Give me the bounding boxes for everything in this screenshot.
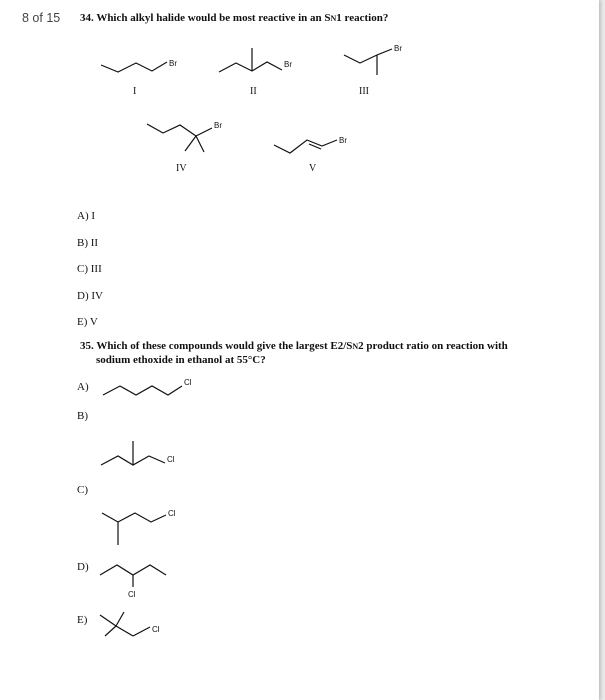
structure-V-label: V [309, 163, 317, 174]
page-counter: 8 of 15 [22, 11, 61, 25]
q35-choice-d-label[interactable]: D) [77, 561, 89, 573]
structure-II-atom: Br [284, 60, 292, 69]
structure-I-atom: Br [169, 59, 177, 68]
question-34-number: 34. [80, 12, 94, 24]
q35-e-bond-4 [116, 626, 133, 636]
q34-choice-b[interactable]: B) II [77, 237, 99, 249]
question-35-text-line2: sodium ethoxide in ethanol at 55°C? [96, 354, 266, 366]
q34-choice-a[interactable]: A) I [77, 210, 96, 222]
q35-choice-b-label[interactable]: B) [77, 410, 88, 422]
question-34-text: Which alkyl halide would be most reactive in an SN1 reaction? [96, 12, 389, 24]
q35-d-atom: Cl [128, 590, 136, 599]
q34-choice-d[interactable]: D) IV [77, 290, 103, 302]
q35-choice-a-label[interactable]: A) [77, 381, 89, 393]
q35-e-bond-2 [105, 626, 116, 636]
structure-III-label: III [359, 86, 369, 97]
structure-II-label: II [250, 86, 257, 97]
q35-b-atom: Cl [167, 455, 175, 464]
q35-e-atom: Cl [152, 625, 160, 634]
structure-IV-label: IV [176, 163, 187, 174]
q35-e-bond-3 [116, 612, 124, 626]
question-35-text-line1: Which of these compounds would give the largest E2/SN2 product ratio on reaction with [96, 340, 508, 352]
structure-IV-atom: Br [214, 121, 222, 130]
q35-e-bond-1 [100, 615, 116, 626]
q35-c-atom: Cl [168, 509, 176, 518]
q35-a-atom: Cl [184, 378, 192, 387]
structure-III-atom: Br [394, 44, 402, 53]
q34-choice-e[interactable]: E) V [77, 316, 98, 328]
q34-choice-c[interactable]: C) III [77, 263, 102, 275]
q35-choice-c-label[interactable]: C) [77, 484, 88, 496]
structure-V-atom: Br [339, 136, 347, 145]
q35-choice-e-label[interactable]: E) [77, 614, 88, 626]
structure-I-label: I [133, 86, 137, 97]
question-35-number: 35. [80, 340, 94, 352]
q35-e-bond-5 [133, 627, 150, 636]
